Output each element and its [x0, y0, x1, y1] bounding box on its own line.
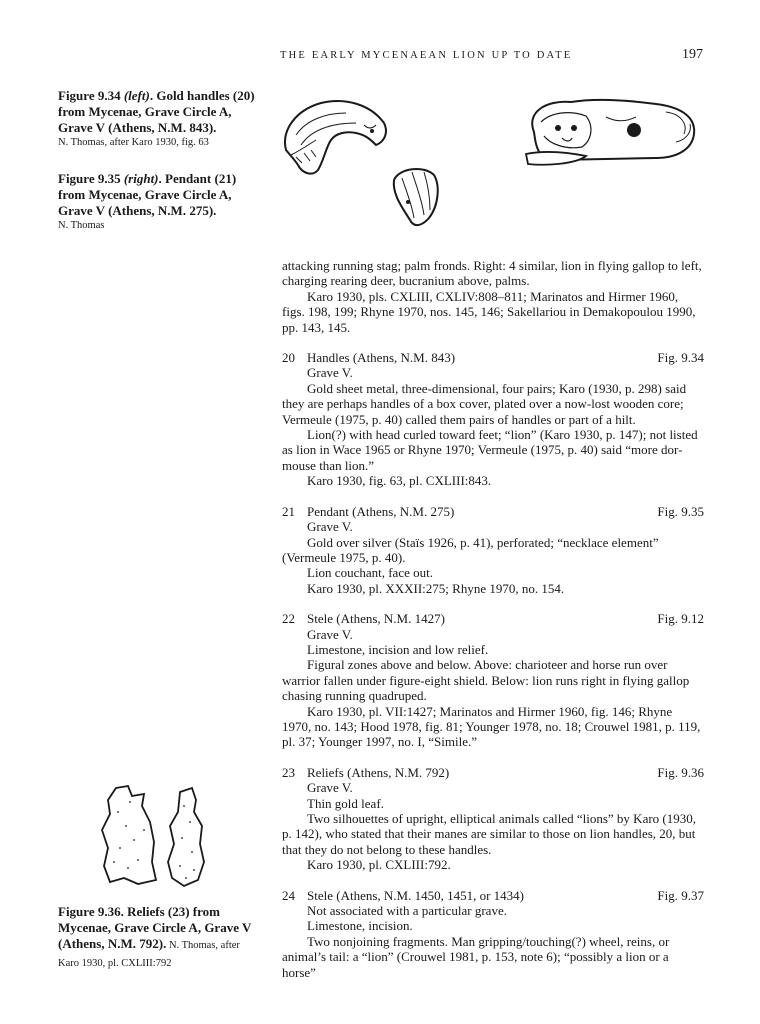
continuation-references: Karo 1930, pls. CXLIII, CXLIV:808–811; Marinatos and Hirmer 1960, figs. 198, 199; Rhyne 1970, nos. 145, 146; Sakellariou in Demakopoulou 1990, pp. 143, 145.: [282, 288, 696, 335]
entry-number: 21: [282, 503, 295, 519]
entry-title: Pendant (Athens, N.M. 275): [307, 503, 455, 519]
catalogue-entry-20: [282, 350, 704, 489]
figure-9-36-reliefs-drawing: [98, 782, 228, 892]
catalogue-entry-22: [282, 611, 704, 750]
entry-references: Karo 1930, fig. 63, pl. CXLIII:843.: [307, 473, 492, 489]
catalogue-entry-23: [282, 765, 704, 873]
figure-9-34-handle-detail-drawing: [384, 160, 444, 230]
catalogue-entry-21: [282, 504, 704, 596]
entry-figure-ref: Fig. 9.34: [657, 350, 704, 366]
entry-paragraph: Two nonjoining fragments. Man gripping/touching(?) wheel, reins, or animal’s tail: a “lion” (Crouwel 1981, p. 153, note 6); “possibly a lion or a horse”: [282, 933, 670, 980]
entry-paragraph: Gold sheet metal, three-dimensional, four pairs; Karo (1930, p. 298) said they are perhaps handles of a box cover, plated over a now-lost wooden core; Vermeule (1975, p. 40) called them pairs of handles or part of a hilt.: [282, 380, 687, 427]
caption-position: (right): [123, 171, 159, 186]
caption-position: (left): [123, 88, 150, 103]
entry-grave: Grave V.: [307, 365, 353, 381]
caption-credit: N. Thomas, after Karo 1930, pl. CXLIII:792: [58, 940, 240, 969]
entry-paragraph: Limestone, incision and low relief.: [307, 641, 489, 657]
entry-references: Karo 1930, pl. CXLIII:792.: [307, 857, 451, 873]
entry-grave: Not associated with a particular grave.: [307, 903, 507, 919]
caption-text: . Pendant (21) from Mycenae, Grave Circle A, Grave V (Athens, N.M. 275).: [58, 171, 237, 218]
entry-number: 24: [282, 887, 295, 903]
entry-figure-ref: Fig. 9.35: [657, 503, 704, 519]
entry-grave: Grave V.: [307, 626, 353, 642]
entry-paragraph: Thin gold leaf.: [307, 795, 384, 811]
entry-paragraph: Lion couchant, face out.: [307, 565, 433, 581]
caption-credit: N. Thomas, after Karo 1930, fig. 63: [58, 137, 209, 148]
caption-figure-9-34: [58, 88, 258, 149]
entry-paragraph: Gold over silver (Staïs 1926, p. 41), perforated; “necklace element” (Vermeule 1975, p. 40).: [282, 534, 659, 565]
entry-paragraph: Two silhouettes of upright, elliptical animals called “lions” by Karo (1930, p. 142), who stated that their manes are similar to those on lion handles, 20, but that they do not belong to these handles.: [282, 811, 696, 857]
entry-figure-ref: Fig. 9.37: [657, 887, 704, 903]
entry-references: Karo 1930, pl. XXXII:275; Rhyne 1970, no. 154.: [307, 580, 565, 596]
entry-figure-ref: Fig. 9.36: [657, 764, 704, 780]
figure-9-35-pendant-drawing: [516, 92, 706, 177]
entry-title: Stele (Athens, N.M. 1427): [307, 611, 445, 627]
catalogue-entry-24: [282, 888, 704, 980]
caption-text: . Gold handles (20) from Mycenae, Grave Circle A, Grave V (Athens, N.M. 843).: [58, 88, 255, 135]
entry-title: Handles (Athens, N.M. 843): [307, 350, 456, 366]
figure-9-34-handle-drawing: [276, 95, 396, 195]
entry-number: 22: [282, 611, 295, 627]
caption-figure-9-35: [58, 171, 258, 232]
entry-grave: Grave V.: [307, 519, 353, 535]
entry-title: Stele (Athens, N.M. 1450, 1451, or 1434): [307, 887, 525, 903]
entry-references: Karo 1930, pl. VII:1427; Marinatos and Hirmer 1960, fig. 146; Rhyne 1970, no. 143; Hood 1978, fig. 81; Younger 1978, no. 18; Crouwel 1981, p. 119, pl. 37; Younger 1997, no. I, “Simile.”: [282, 703, 701, 750]
entry-title: Reliefs (Athens, N.M. 792): [307, 764, 450, 780]
page-number: 197: [682, 47, 703, 62]
entry-paragraph: Figural zones above and below. Above: charioteer and horse run over warrior fallen under figure-eight shield. Below: lion runs right in flying gallop chasing running quadruped.: [282, 657, 690, 704]
caption-text: Figure 9.36. Reliefs (23) from Mycenae, Grave Circle A, Grave V (Athens, N.M. 792).: [58, 904, 252, 951]
entry-number: 20: [282, 350, 295, 366]
continuation-paragraph: attacking running stag; palm fronds. Right: 4 similar, lion in flying gallop to left, charging rearing deer, bucranium above, palms.: [282, 258, 702, 289]
caption-figure-9-36: [58, 904, 258, 972]
entry-figure-ref: Fig. 9.12: [657, 611, 704, 627]
entry-paragraph: Limestone, incision.: [307, 918, 413, 934]
entry-number: 23: [282, 764, 295, 780]
caption-label: Figure 9.34: [58, 88, 121, 103]
entry-paragraph: Lion(?) with head curled toward feet; “lion” (Karo 1930, p. 147); not listed as lion in Wace 1965 or Rhyne 1970; Vermeule (1975, p. 40) said “more dor-mouse than lion.”: [282, 427, 698, 473]
catalogue-text: [282, 258, 704, 980]
running-title: THE EARLY MYCENAEAN LION UP TO DATE: [280, 50, 573, 61]
entry-grave: Grave V.: [307, 780, 353, 796]
caption-label: Figure 9.35: [58, 171, 121, 186]
caption-credit: N. Thomas: [58, 220, 105, 231]
